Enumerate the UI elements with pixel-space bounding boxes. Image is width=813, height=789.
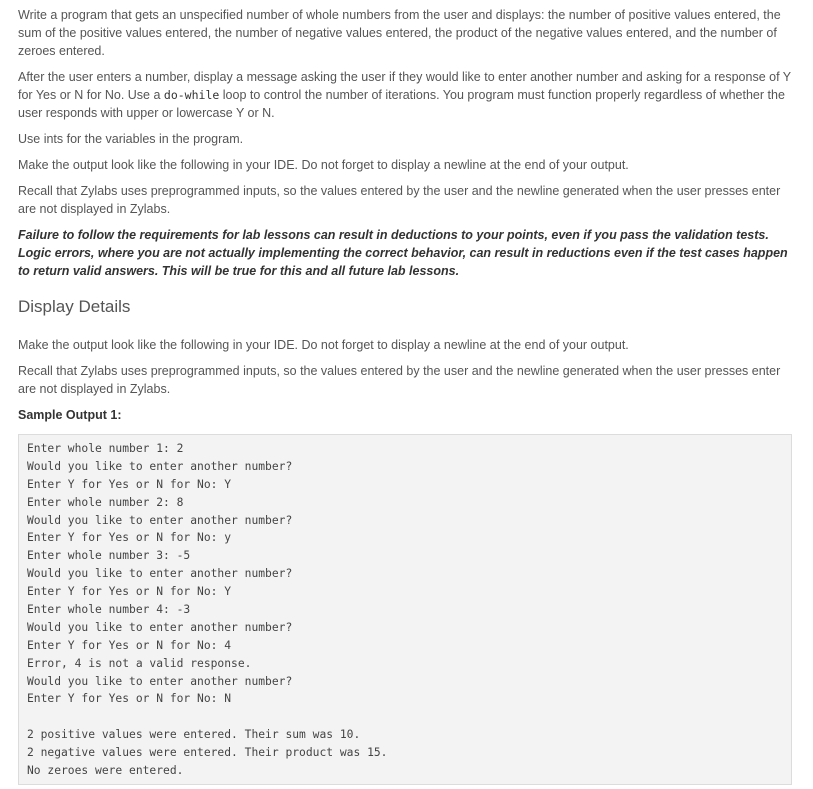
code-line: Would you like to enter another number? <box>27 620 293 634</box>
code-line: Enter whole number 3: -5 <box>27 549 191 563</box>
code-line-blank <box>27 708 783 726</box>
sample-output-box <box>18 434 792 785</box>
display-details-paragraph-1: Make the output look like the following in your IDE. Do not forget to display a newline at the end of your output. <box>18 338 629 352</box>
code-line: Enter Y for Yes or N for No: y <box>27 531 232 545</box>
code-line: Enter Y for Yes or N for No: Y <box>27 585 232 599</box>
code-line: Would you like to enter another number? <box>27 567 293 581</box>
display-details-paragraph-2: Recall that Zylabs uses preprogrammed inputs, so the values entered by the user and the newline generated when the user presses enter are not displayed in Zylabs. <box>18 364 781 396</box>
display-details-heading: Display Details <box>18 297 131 316</box>
instruction-paragraph-2 <box>18 68 795 122</box>
instruction-paragraph-1: Write a program that gets an unspecified number of whole numbers from the user and displays: the number of positive values entered, the sum of the positive values entered, the number of negative values entered, the product of the negative values entered, and the number of zeroes entered. <box>18 8 781 58</box>
code-line: Enter whole number 2: 8 <box>27 495 184 509</box>
do-while-code: do-while <box>163 88 220 102</box>
code-line: Enter Y for Yes or N for No: 4 <box>27 638 232 652</box>
instruction-paragraph-5: Recall that Zylabs uses preprogrammed inputs, so the values entered by the user and the newline generated when the user presses enter are not displayed in Zylabs. <box>18 184 781 216</box>
sample-output-label: Sample Output 1: <box>18 408 122 422</box>
code-line: Enter Y for Yes or N for No: N <box>27 692 232 706</box>
code-line: Enter Y for Yes or N for No: Y <box>27 477 232 491</box>
code-line: Enter whole number 4: -3 <box>27 603 191 617</box>
instruction-paragraph-2-end: loop to control the number of iterations. You program must function properly regardless of whether the user responds with upper or lowercase Y or N. <box>18 88 785 120</box>
requirements-warning: Failure to follow the requirements for lab lessons can result in deductions to your points, even if you pass the validation tests. Logic errors, where you are not actually implementing the correct behavior, can result in reductions even if the test cases happen to return valid answers. This will be true for this and all future lab lessons. <box>18 228 788 278</box>
instruction-paragraph-2-start: After the user enters a number, display a message asking the user if they would like to enter another number and asking for a response of Y for Yes or N for No. Use a <box>18 70 791 102</box>
code-line: Error, 4 is not a valid response. <box>27 656 252 670</box>
code-line: No zeroes were entered. <box>27 764 184 778</box>
code-line: Enter whole number 1: 2 <box>27 442 184 455</box>
instruction-paragraph-3: Use ints for the variables in the program. <box>18 132 244 146</box>
code-line: Would you like to enter another number? <box>27 459 293 473</box>
instruction-paragraph-4: Make the output look like the following in your IDE. Do not forget to display a newline at the end of your output. <box>18 158 629 172</box>
code-line: 2 positive values were entered. Their sum was 10. <box>27 728 361 742</box>
code-line: Would you like to enter another number? <box>27 674 293 688</box>
code-line: Would you like to enter another number? <box>27 513 293 527</box>
code-line: 2 negative values were entered. Their product was 15. <box>27 746 388 760</box>
